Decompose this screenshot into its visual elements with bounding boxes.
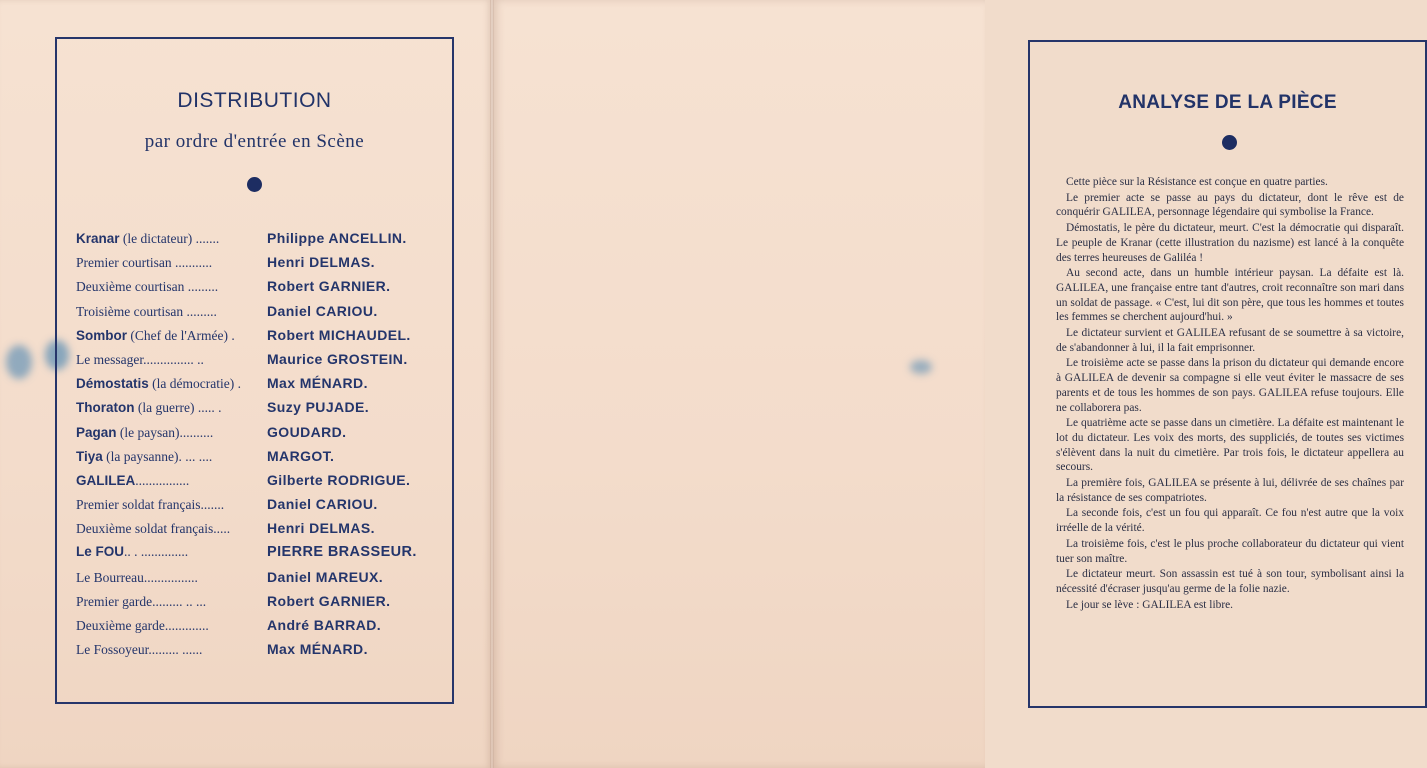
actor-name: Suzy PUJADE.: [267, 399, 370, 416]
leader-dots: ................: [143, 569, 198, 585]
role-note: (le paysan): [116, 424, 180, 440]
leader-dots: ......... ......: [148, 642, 203, 658]
right-page: [492, 0, 1404, 768]
analyse-text: [1056, 175, 1404, 613]
cast-list: [76, 230, 436, 665]
role-note: (la paysanne): [102, 448, 179, 464]
role-note: (la démocratie): [148, 376, 235, 392]
distribution-title: DISTRIBUTION: [177, 89, 332, 112]
ink-stain: [6, 345, 32, 379]
role-name: [76, 497, 267, 513]
role-name: [76, 279, 267, 295]
role-note: Premier soldat français: [76, 497, 201, 513]
analyse-title: ANALYSE DE LA PIÈCE: [1118, 92, 1337, 113]
actor-name: Robert MICHAUDEL.: [267, 326, 411, 343]
cast-row: [76, 424, 436, 448]
cast-row: [76, 641, 436, 665]
role-note: (Chef de l'Armée): [127, 327, 229, 343]
actor-name: MARGOT.: [267, 447, 335, 464]
character-name: Kranar: [76, 231, 120, 246]
actor-name: Daniel CARIOU.: [267, 302, 378, 319]
analyse-paragraph: Le quatrième acte se passe dans un cimetière. La défaite est maintenant le lot du dictateur. Les voix des morts, des suppliciés, de toutes ses victimes s'élèvent dans la nuit du cimetière. Par trois fois, le dictateur appellera au secours.: [1056, 417, 1404, 474]
role-name: [76, 400, 267, 416]
analyse-paragraph: Le premier acte se passe au pays du dictateur, dont le rêve est de conquérir GALILEA, personnage légendaire qui symbolise la France.: [1056, 191, 1404, 219]
role-name: [76, 328, 267, 344]
actor-name: Max MÉNARD.: [267, 641, 368, 658]
role-note: Le Fossoyeur: [76, 642, 149, 658]
role-note: Premier courtisan: [76, 255, 172, 271]
cast-row: [76, 496, 436, 520]
character-name: GALILEA: [76, 472, 136, 488]
leader-dots: .........: [183, 303, 217, 319]
leader-dots: .: [228, 327, 235, 343]
ornament-dot: [247, 177, 262, 192]
actor-name: Henri DELMAS.: [267, 520, 375, 537]
actor-name: Robert GARNIER.: [267, 278, 391, 295]
role-name: [76, 231, 267, 247]
role-note: Le messager: [76, 351, 144, 367]
character-name: Le FOU: [76, 544, 125, 560]
role-name: [76, 570, 267, 586]
role-name: [76, 594, 267, 610]
leader-dots: ...........: [171, 255, 213, 271]
character-name: Thoraton: [76, 400, 135, 416]
analyse-paragraph: Au second acte, dans un humble intérieur paysan. La défaite est là. GALILEA, une française entre tant d'autres, croit reconnaître son mari dans un soldat de passage. « C'est, lui dit son père, que tous les hommes et toutes les femmes se cherchent aujourd'hui. »: [1056, 267, 1404, 324]
role-name: [76, 618, 267, 634]
role-note: Premier garde: [76, 593, 153, 609]
analyse-paragraph: La seconde fois, c'est un fou qui apparaît. Ce fou n'est autre que la voix irréelle de la vérité.: [1056, 507, 1404, 535]
cast-row: [76, 472, 436, 496]
role-note: Deuxième soldat français: [76, 521, 214, 537]
role-name: [76, 352, 267, 368]
role-name: [76, 521, 267, 537]
actor-name: GOUDARD.: [267, 423, 347, 440]
leader-dots: ..... .: [194, 400, 222, 416]
cast-row: [76, 448, 436, 472]
ink-stain: [910, 360, 932, 374]
analyse-paragraph: Cette pièce sur la Résistance est conçue en quatre parties.: [1066, 176, 1328, 188]
distribution-subtitle: par ordre d'entrée en Scène: [144, 131, 365, 152]
cast-row: [76, 569, 436, 593]
leader-dots: ..........: [179, 424, 214, 440]
role-name: [76, 449, 267, 465]
role-name: [76, 425, 267, 441]
analyse-paragraph: Le dictateur meurt. Son assassin est tué à son tour, symbolisant ainsi la nécessité d'écraser jusqu'au germe de la folie nazie.: [1056, 568, 1404, 595]
analyse-paragraph: Le jour se lève : GALILEA est libre.: [1066, 598, 1234, 611]
cast-row: [76, 278, 436, 302]
cast-row: [76, 230, 436, 254]
role-name: [76, 544, 267, 560]
role-note: (le dictateur): [119, 231, 193, 246]
actor-name: Henri DELMAS.: [267, 254, 375, 271]
actor-name: Daniel MAREUX.: [267, 568, 384, 585]
analyse-paragraph: Le troisième acte se passe dans la prison du dictateur qui demande encore à GALILEA de devenir sa compagne si elle veut éviter le massacre de ses parents et de tous les hommes de son pays. GALILEA refuse toujours. Elle ne collaborera pas.: [1056, 357, 1404, 414]
role-note: Le Bourreau: [76, 569, 144, 585]
role-name: [76, 255, 267, 271]
analyse-paragraph: Démostatis, le père du dictateur, meurt. C'est la démocratie qui disparaît. Le peuple de Kranar (cette illustration du nazisme) est lancé à la conquête des terres heureuses de Galiléa !: [1056, 222, 1404, 264]
cast-row: [76, 520, 436, 544]
distribution-panel: [55, 37, 454, 704]
leader-dots: .........: [184, 279, 219, 295]
page-fold: [490, 0, 494, 768]
cast-row: [76, 617, 436, 641]
character-name: Démostatis: [76, 376, 149, 392]
leader-dots: .: [234, 376, 241, 392]
leader-dots: .......: [192, 231, 220, 246]
actor-name: PIERRE BRASSEUR.: [267, 544, 417, 561]
cast-row: [76, 254, 436, 278]
role-note: Deuxième garde: [76, 618, 165, 633]
cast-row: [76, 327, 436, 351]
actor-name: Robert GARNIER.: [267, 592, 391, 609]
leader-dots: ............... ..: [143, 351, 204, 367]
leader-dots: ................: [135, 472, 190, 488]
character-name: Tiya: [76, 448, 103, 464]
leader-dots: . ... ....: [178, 448, 213, 464]
actor-name: Gilberte RODRIGUE.: [267, 471, 411, 488]
cast-row: [76, 593, 436, 617]
actor-name: Philippe ANCELLIN.: [267, 230, 407, 246]
cast-row: [76, 544, 436, 568]
analyse-panel: [1028, 40, 1427, 708]
role-name: [76, 473, 267, 489]
role-name: [76, 642, 267, 658]
actor-name: Maurice GROSTEIN.: [267, 350, 408, 367]
leader-dots: .......: [200, 497, 225, 513]
left-page: [0, 0, 492, 768]
leader-dots: .. . ..............: [124, 544, 189, 560]
cast-row: [76, 375, 436, 399]
actor-name: Daniel CARIOU.: [267, 496, 378, 513]
role-note: Deuxième courtisan: [76, 279, 185, 295]
leader-dots: .............: [164, 618, 209, 633]
role-name: [76, 304, 267, 320]
ornament-dot: [1222, 135, 1237, 150]
leader-dots: .....: [213, 521, 231, 537]
cast-row: [76, 303, 436, 327]
leader-dots: ......... .. ...: [152, 593, 207, 609]
actor-name: André BARRAD.: [267, 617, 382, 633]
cast-row: [76, 351, 436, 375]
character-name: Pagan: [76, 424, 117, 440]
cast-row: [76, 399, 436, 423]
role-note: Troisième courtisan: [76, 303, 184, 319]
analyse-paragraph: La première fois, GALILEA se présente à lui, délivrée de ses chaînes par la résistance de ses compatriotes.: [1056, 477, 1404, 504]
analyse-paragraph: Le dictateur survient et GALILEA refusant de se soumettre à sa victoire, de s'abandonner à lui, il la fait emprisonner.: [1056, 327, 1404, 354]
analyse-paragraph: La troisième fois, c'est le plus proche collaborateur du dictateur qui vient tuer son maître.: [1056, 537, 1404, 565]
character-name: Sombor: [76, 327, 128, 343]
role-name: [76, 376, 267, 392]
actor-name: Max MÉNARD.: [267, 375, 368, 392]
role-note: (la guerre): [134, 400, 195, 416]
